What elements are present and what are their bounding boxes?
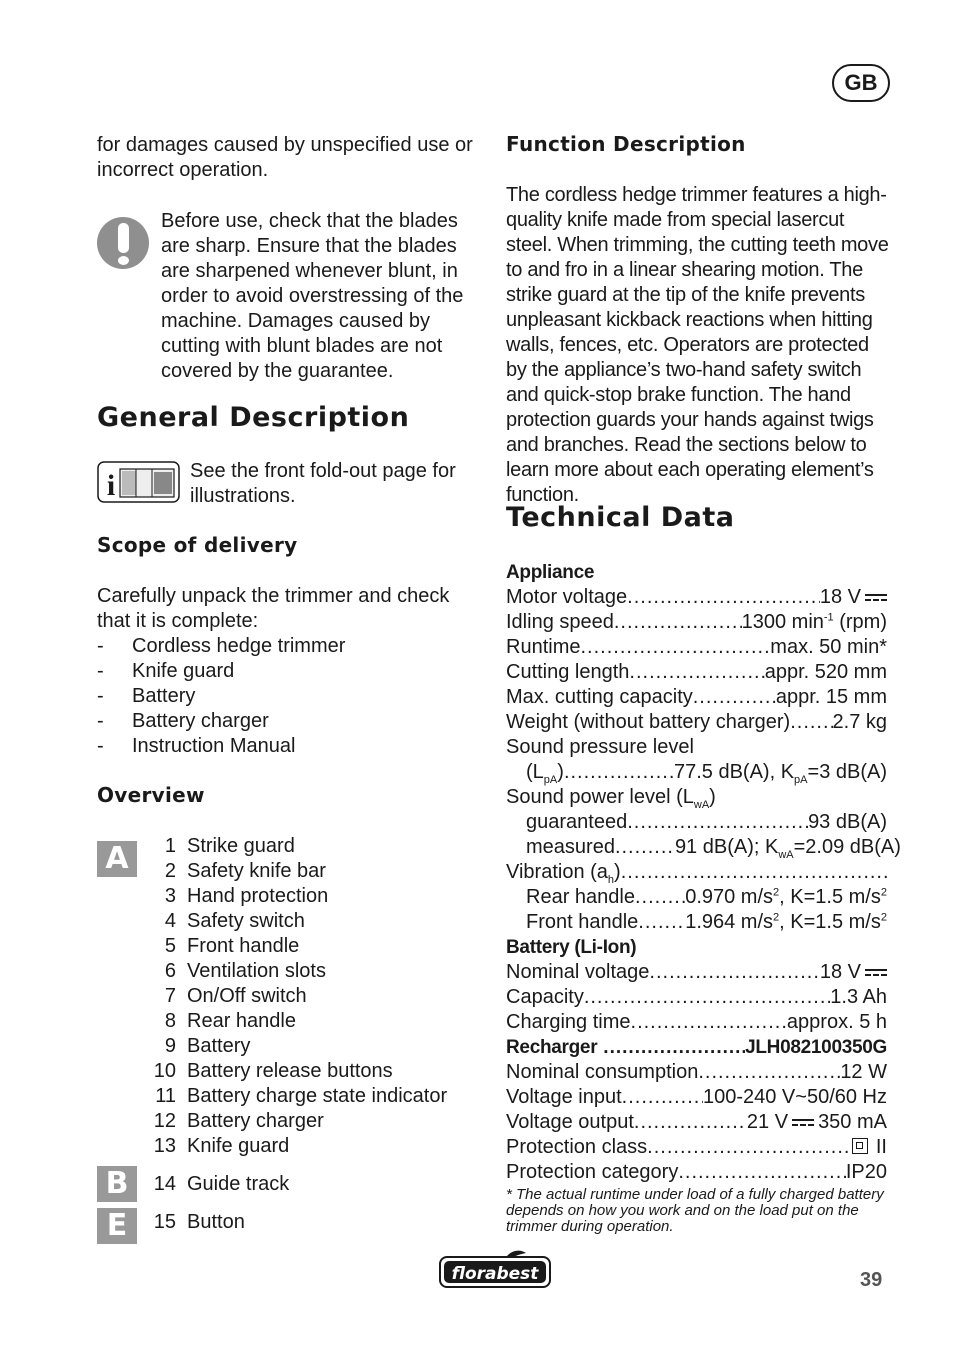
protection-class-ii-icon	[852, 1138, 868, 1154]
table-row: Front handle ..... 1.964 $m/s^2$, K=1.5 $m/s^2$	[506, 910, 887, 935]
table-row: Vibration $(a_h)$ .....	[506, 860, 887, 885]
page-number: 39	[860, 1269, 883, 1291]
dc-symbol-icon	[865, 968, 887, 978]
table-row: Rear handle ..... 0.970 $m/s^2$, K=1.5 $m/s^2$	[506, 885, 887, 910]
scope-intro: Carefully unpack the trimmer and check that it is complete:	[97, 585, 450, 632]
table-row: Protection class ..... II	[506, 1135, 887, 1160]
list-item: 5 Front handle	[164, 935, 300, 957]
list-item: 4 Safety switch	[164, 910, 305, 932]
table-row: Nominal voltage ..... 18 V	[506, 960, 887, 985]
list-item: - Battery	[97, 684, 345, 709]
table-row: Protection category ..... IP20	[506, 1160, 887, 1185]
list-item: - Instruction Manual	[97, 734, 345, 759]
function-description-heading: Function Description	[506, 132, 746, 156]
intro-text: for damages caused by unspecified use or incorrect operation.	[97, 134, 473, 181]
overview-heading: Overview	[97, 783, 205, 807]
battery-heading: Battery (Li-Ion)	[506, 937, 637, 958]
warning-text: Before use, check that the blades are sharp. Ensure that the blades are sharpened whenever blunt, in order to avoid overstressing of the machine. Damages caused by cutting with blunt blades are not covered by the guarantee.	[161, 210, 464, 382]
list-item: 6 Ventilation slots	[164, 960, 326, 982]
list-item: 11 Battery charge state indicator	[155, 1085, 448, 1107]
list-item: 8 Rear handle	[164, 1010, 296, 1032]
table-row: $(L_{pA})$ ..... 77.5 dB(A), $K_{pA}=3$ dB(A)	[506, 760, 887, 785]
table-row: Cutting length ..... appr. 520 mm	[506, 660, 887, 685]
table-row: Motor voltage ..... 18 V	[506, 585, 887, 610]
appliance-heading: Appliance	[506, 562, 595, 583]
list-item: 3 Hand protection	[164, 885, 329, 907]
info-book-icon	[97, 461, 180, 503]
info-text: See the front fold-out page for illustrations.	[190, 460, 456, 507]
list-item: 10 Battery release buttons	[153, 1060, 393, 1082]
table-row: guaranteed ..... 93 dB(A)	[506, 810, 887, 835]
list-item: 12 Battery charger	[153, 1110, 324, 1132]
list-item: 2 Safety knife bar	[164, 860, 326, 882]
overview-list-b	[146, 1172, 466, 1197]
dc-symbol-icon	[865, 593, 887, 603]
table-row: Recharger ..... JLH082100350G	[506, 1035, 887, 1060]
footnote: * The actual runtime under load of a fully charged battery depends on how you work and on the load put on the trimmer during operation.	[506, 1186, 884, 1235]
table-row: measured ..... 91 dB(A); $K_{wA}=2.09$ dB(A)	[506, 835, 887, 860]
list-item: 7 On/Off switch	[164, 985, 307, 1007]
technical-data-heading: Technical Data	[506, 502, 735, 533]
svg-text:florabest: florabest	[451, 1264, 539, 1284]
list-item: - Cordless hedge trimmer	[97, 634, 345, 659]
function-description-text: The cordless hedge trimmer features a high-quality knife made from special lasercut steel. When trimming, the cutting teeth move to and fro in a linear shearing motion. The strike guard at the tip of the knife prevents unpleasant kickback reactions when hitting walls, fences, etc. Operators are protected by the appliance’s two-hand safety switch and quick-stop brake function. The hand protection guards your hands against twigs and branches. Read the sections below to learn more about each operating element’s function.	[506, 184, 889, 506]
figure-b-marker: B	[97, 1166, 137, 1202]
list-item: 15 Button	[153, 1211, 245, 1233]
dc-symbol-icon	[792, 1118, 814, 1128]
general-description-heading: General Description	[97, 402, 410, 433]
list-item: 1 Strike guard	[164, 835, 295, 857]
table-row: Runtime ..... max. 50 min*	[506, 635, 887, 660]
overview-list-e	[146, 1210, 466, 1235]
list-item: 14 Guide track	[153, 1173, 290, 1195]
svg-text:i: i	[106, 469, 116, 502]
table-row: Voltage input ..... 100-240 V~50/60 Hz	[506, 1085, 887, 1110]
overview-list-a	[146, 834, 466, 1159]
language-badge: GB	[832, 64, 890, 102]
list-item: 13 Knife guard	[153, 1135, 290, 1157]
technical-data-table	[506, 560, 901, 1185]
list-item: - Battery charger	[97, 709, 345, 734]
table-row: Idling speed ..... 1300 $\min^{-1} (rpm)$	[506, 610, 887, 635]
list-item: 9 Battery	[164, 1035, 251, 1057]
table-row: Capacity ..... 1.3 Ah	[506, 985, 887, 1010]
table-row: Sound power level $(L_{wA})$	[506, 786, 716, 811]
florabest-logo	[438, 1249, 552, 1289]
figure-e-marker: E	[97, 1208, 137, 1244]
table-row: Nominal consumption ..... 12 W	[506, 1060, 887, 1085]
scope-list	[97, 634, 345, 759]
list-item: - Knife guard	[97, 659, 345, 684]
figure-a-marker: A	[97, 841, 137, 877]
table-row: Sound pressure level	[506, 736, 694, 758]
table-row: Weight (without battery charger) ..... 2.7 kg	[506, 710, 887, 735]
table-row: Voltage output ..... 21 V 350 mA	[506, 1110, 887, 1135]
table-row: Charging time ..... approx. 5 h	[506, 1010, 887, 1035]
scope-heading: Scope of delivery	[97, 533, 298, 557]
table-row: Max. cutting capacity ..... appr. 15 mm	[506, 685, 887, 710]
